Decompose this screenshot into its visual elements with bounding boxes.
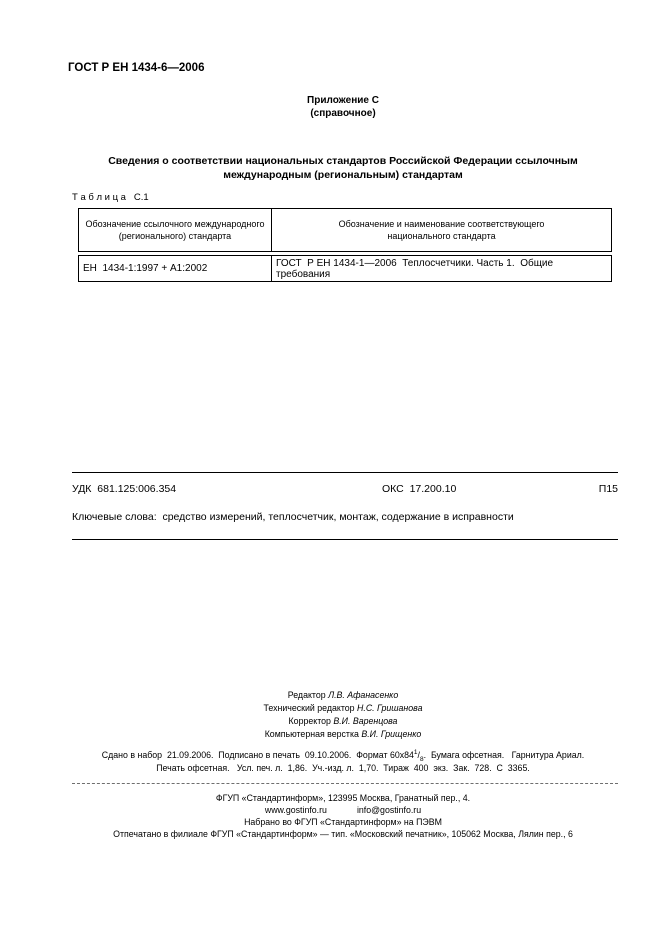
credit-proofreader <box>68 715 618 728</box>
table-header-national-standard-line-1: Обозначение и наименование соответствующего <box>338 219 545 229</box>
format-fraction-denominator: 8 <box>420 755 424 763</box>
table-cell-national-standard: ГОСТ Р ЕН 1434-1—2006 Теплосчетчики. Часть 1. Общие требования <box>276 257 556 280</box>
credits-block <box>68 689 618 741</box>
credit-name: В.И. Грищенко <box>361 729 422 739</box>
table-header-reference-standard-line-2: (регионального) стандарта <box>118 231 232 241</box>
table-caption: Т а б л и ц а С.1 <box>72 192 149 203</box>
group-code: П15 <box>598 483 618 495</box>
page-title-line-1: Сведения о соответствии национальных стандартов Российской Федерации ссылочным <box>108 155 578 167</box>
typesetting-note: Набрано во ФГУП «Стандартинформ» на ПЭВМ <box>244 817 442 827</box>
credit-dtp <box>68 728 618 741</box>
format-fraction-slash: / <box>417 750 420 760</box>
dashed-separator <box>72 783 618 784</box>
keywords-line: Ключевые слова: средство измерений, теплосчетчик, монтаж, содержание в исправности <box>72 511 514 523</box>
credit-role: Компьютерная верстка <box>264 729 359 739</box>
table-cell-reference-standard: ЕН 1434-1:1997 + А1:2002 <box>79 256 272 281</box>
annex-block <box>68 94 618 120</box>
colophon-line-1-tail: . Бумага офсетная. Гарнитура Ариал. <box>423 750 585 760</box>
colophon-line-1-text: Сдано в набор 21.09.2006. Подписано в печать 09.10.2006. Формат 60х84 <box>101 750 414 760</box>
classification-line <box>72 483 618 497</box>
annex-type: (справочное) <box>310 108 376 119</box>
publisher-address: ФГУП «Стандартинформ», 123995 Москва, Гранатный пер., 4. <box>215 793 471 803</box>
publisher-block <box>68 792 618 840</box>
udk-code: УДК 681.125:006.354 <box>72 483 177 495</box>
page-title-line-2: международным (региональным) стандартам <box>223 168 463 181</box>
credit-name: Л.В. Афанасенко <box>328 690 399 700</box>
oks-code: ОКС 17.200.10 <box>382 483 457 495</box>
credit-technical-editor <box>68 702 618 715</box>
correspondence-table <box>78 208 612 282</box>
table-header-reference-standard <box>79 209 272 251</box>
colophon-block <box>68 749 618 775</box>
credit-name: Н.С. Гришанова <box>357 703 423 713</box>
table-row <box>78 255 612 282</box>
credit-role: Редактор <box>287 690 326 700</box>
credit-role: Технический редактор <box>263 703 355 713</box>
table-header-national-standard <box>272 209 611 251</box>
credit-editor <box>68 689 618 702</box>
top-rule <box>72 472 618 473</box>
printing-note: Отпечатано в филиале ФГУП «Стандартинформ» — тип. «Московский печатник», 105062 Москва, Лялин пер., 6 <box>113 829 573 839</box>
page-title <box>68 155 618 182</box>
annex-label: Приложение С <box>307 95 379 106</box>
credit-name: В.И. Варенцова <box>333 716 398 726</box>
publisher-website: www.gostinfo.ru <box>264 805 327 815</box>
credit-role: Корректор <box>288 716 331 726</box>
table-header-row <box>78 208 612 252</box>
colophon-line-2: Печать офсетная. Усл. печ. л. 1,86. Уч.-изд. л. 1,70. Тираж 400 экз. Зак. 728. С 3365. <box>156 763 530 773</box>
publisher-contacts <box>68 804 618 816</box>
format-fraction-numerator: 1 <box>413 749 418 757</box>
table-header-national-standard-line-2: национального стандарта <box>387 231 496 241</box>
doc-code: ГОСТ Р ЕН 1434-6—2006 <box>68 62 205 74</box>
bottom-rule <box>72 539 618 540</box>
publisher-email: info@gostinfo.ru <box>356 805 422 815</box>
table-header-reference-standard-line-1: Обозначение ссылочного международного <box>85 219 265 229</box>
colophon-line-1 <box>68 749 618 762</box>
